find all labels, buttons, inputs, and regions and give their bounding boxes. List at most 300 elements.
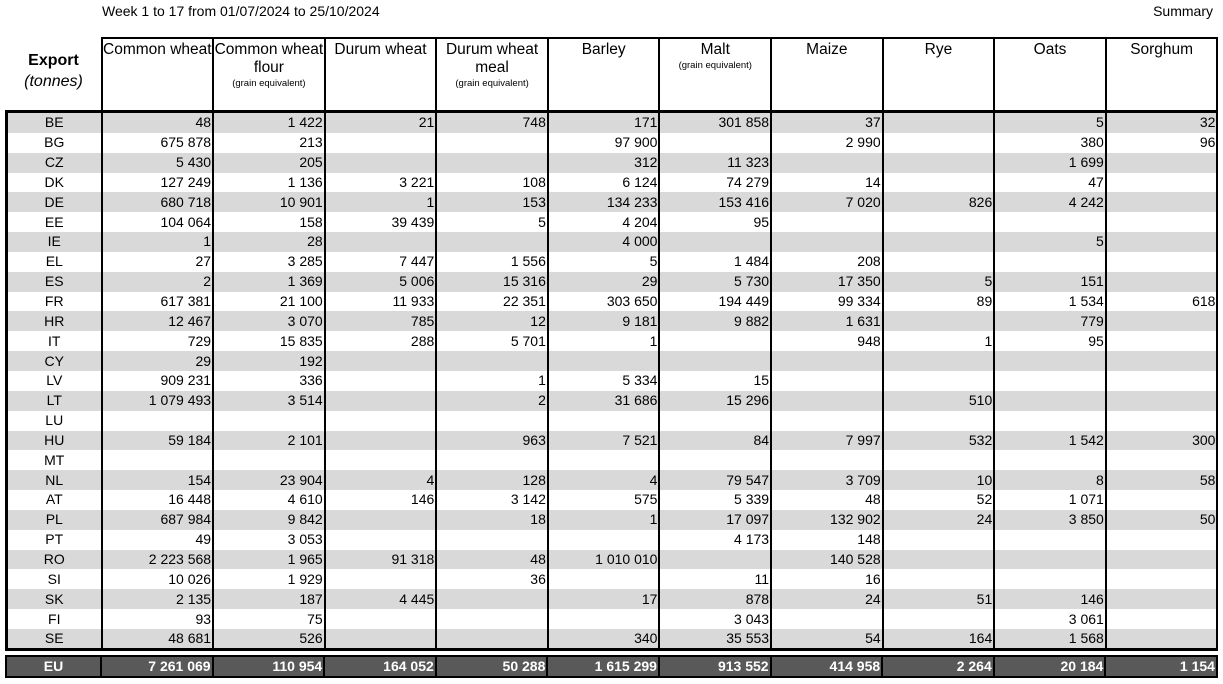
value-cell: 16 448 <box>102 490 214 510</box>
export-corner-header <box>7 38 102 112</box>
value-cell: 301 858 <box>659 112 771 133</box>
value-cell <box>994 569 1106 589</box>
value-cell <box>994 450 1106 470</box>
value-cell: 1 699 <box>994 153 1106 173</box>
value-cell <box>213 411 325 431</box>
column-header <box>213 38 325 112</box>
value-cell: 21 <box>325 112 437 133</box>
value-cell <box>771 351 883 371</box>
value-cell: 48 <box>436 550 548 570</box>
value-cell: 532 <box>883 431 995 451</box>
country-code: DE <box>7 192 102 212</box>
value-cell: 146 <box>325 490 437 510</box>
value-cell: 2 990 <box>771 133 883 153</box>
value-cell: 213 <box>213 133 325 153</box>
value-cell: 194 449 <box>659 292 771 312</box>
value-cell: 15 <box>659 371 771 391</box>
value-cell <box>659 450 771 470</box>
value-cell: 10 901 <box>213 192 325 212</box>
column-name: Malt <box>700 41 730 58</box>
value-cell <box>1106 589 1218 609</box>
value-cell: 11 933 <box>325 292 437 312</box>
table-row <box>7 252 1218 272</box>
value-cell <box>994 391 1106 411</box>
country-code: HR <box>7 311 102 331</box>
value-cell: 89 <box>883 292 995 312</box>
value-cell: 187 <box>213 589 325 609</box>
value-cell <box>883 450 995 470</box>
value-cell <box>771 411 883 431</box>
value-cell: 5 334 <box>548 371 660 391</box>
country-code: IT <box>7 331 102 351</box>
value-cell: 24 <box>771 589 883 609</box>
eu-total-cell: 1 154 <box>1105 656 1217 677</box>
value-cell <box>659 411 771 431</box>
value-cell: 29 <box>548 272 660 292</box>
value-cell <box>325 569 437 589</box>
value-cell: 1 <box>325 192 437 212</box>
value-cell: 35 553 <box>659 629 771 650</box>
country-code: LT <box>7 391 102 411</box>
value-cell: 4 204 <box>548 212 660 232</box>
value-cell: 826 <box>883 192 995 212</box>
value-cell: 48 <box>771 490 883 510</box>
value-cell: 36 <box>436 569 548 589</box>
value-cell <box>325 609 437 629</box>
eu-total-row <box>6 656 1217 677</box>
period-caption: Week 1 to 17 from 01/07/2024 to 25/10/2024 <box>102 3 380 19</box>
value-cell: 134 233 <box>548 192 660 212</box>
value-cell <box>771 212 883 232</box>
value-cell <box>994 550 1106 570</box>
country-code: PL <box>7 510 102 530</box>
value-cell: 205 <box>213 153 325 173</box>
value-cell <box>1106 450 1218 470</box>
value-cell <box>1106 272 1218 292</box>
value-cell: 575 <box>548 490 660 510</box>
country-code: LU <box>7 411 102 431</box>
value-cell: 3 285 <box>213 252 325 272</box>
value-cell <box>436 450 548 470</box>
country-code: SE <box>7 629 102 650</box>
value-cell: 1 965 <box>213 550 325 570</box>
country-code: FI <box>7 609 102 629</box>
value-cell <box>548 569 660 589</box>
value-cell: 380 <box>994 133 1106 153</box>
value-cell: 104 064 <box>102 212 214 232</box>
value-cell: 526 <box>213 629 325 650</box>
value-cell: 1 <box>436 371 548 391</box>
country-code: SI <box>7 569 102 589</box>
table-row <box>7 153 1218 173</box>
value-cell: 23 904 <box>213 470 325 490</box>
value-cell: 48 <box>102 112 214 133</box>
value-cell: 909 231 <box>102 371 214 391</box>
value-cell: 7 997 <box>771 431 883 451</box>
value-cell <box>325 371 437 391</box>
country-code: BG <box>7 133 102 153</box>
value-cell: 5 701 <box>436 331 548 351</box>
value-cell <box>436 609 548 629</box>
column-name: Barley <box>581 41 626 58</box>
value-cell: 192 <box>213 351 325 371</box>
value-cell: 3 053 <box>213 530 325 550</box>
value-cell <box>994 371 1106 391</box>
column-header <box>771 38 883 112</box>
eu-total-cell: 7 261 069 <box>101 656 213 677</box>
table-row <box>7 112 1218 133</box>
country-code: ES <box>7 272 102 292</box>
value-cell: 3 142 <box>436 490 548 510</box>
column-header <box>548 38 660 112</box>
value-cell: 18 <box>436 510 548 530</box>
value-cell: 1 534 <box>994 292 1106 312</box>
value-cell <box>1106 212 1218 232</box>
eu-total-cell: 20 184 <box>994 656 1106 677</box>
value-cell: 1 136 <box>213 173 325 193</box>
value-cell: 675 878 <box>102 133 214 153</box>
country-code: RO <box>7 550 102 570</box>
table-row <box>7 589 1218 609</box>
value-cell: 9 882 <box>659 311 771 331</box>
value-cell: 4 000 <box>548 232 660 252</box>
column-header <box>659 38 771 112</box>
value-cell: 32 <box>1106 112 1218 133</box>
value-cell <box>994 212 1106 232</box>
value-cell: 1 071 <box>994 490 1106 510</box>
table-row <box>7 411 1218 431</box>
value-cell: 9 842 <box>213 510 325 530</box>
value-cell: 1 <box>548 510 660 530</box>
eu-total-cell: 50 288 <box>436 656 548 677</box>
unit-label: (tonnes) <box>24 73 83 90</box>
table-row <box>7 609 1218 629</box>
value-cell: 208 <box>771 252 883 272</box>
value-cell <box>1106 629 1218 650</box>
value-cell <box>213 450 325 470</box>
value-cell: 687 984 <box>102 510 214 530</box>
value-cell: 148 <box>771 530 883 550</box>
value-cell: 151 <box>994 272 1106 292</box>
country-code: PT <box>7 530 102 550</box>
value-cell: 17 350 <box>771 272 883 292</box>
value-cell: 4 173 <box>659 530 771 550</box>
value-cell: 5 730 <box>659 272 771 292</box>
value-cell: 5 <box>548 252 660 272</box>
value-cell <box>325 153 437 173</box>
value-cell <box>436 411 548 431</box>
country-code: CY <box>7 351 102 371</box>
value-cell: 93 <box>102 609 214 629</box>
value-cell <box>1106 569 1218 589</box>
value-cell: 99 334 <box>771 292 883 312</box>
value-cell: 91 318 <box>325 550 437 570</box>
column-header <box>102 38 214 112</box>
value-cell: 21 100 <box>213 292 325 312</box>
table-row <box>7 311 1218 331</box>
value-cell: 5 <box>994 232 1106 252</box>
column-note: (grain equivalent) <box>455 78 529 89</box>
value-cell <box>659 331 771 351</box>
value-cell: 28 <box>213 232 325 252</box>
value-cell: 59 184 <box>102 431 214 451</box>
value-cell: 748 <box>436 112 548 133</box>
value-cell: 164 <box>883 629 995 650</box>
value-cell <box>1106 153 1218 173</box>
value-cell <box>1106 530 1218 550</box>
value-cell <box>771 371 883 391</box>
value-cell <box>436 351 548 371</box>
value-cell: 5 006 <box>325 272 437 292</box>
value-cell: 1 631 <box>771 311 883 331</box>
value-cell <box>1106 331 1218 351</box>
value-cell <box>548 609 660 629</box>
value-cell <box>659 550 771 570</box>
value-cell <box>771 450 883 470</box>
country-code: LV <box>7 371 102 391</box>
eu-total-cell: 2 264 <box>882 656 994 677</box>
country-code: FR <box>7 292 102 312</box>
table-row <box>7 391 1218 411</box>
table-row <box>7 510 1218 530</box>
value-cell: 303 650 <box>548 292 660 312</box>
value-cell <box>883 569 995 589</box>
value-cell <box>1106 192 1218 212</box>
value-cell: 47 <box>994 173 1106 193</box>
column-name: Durum wheat meal <box>445 41 539 76</box>
column-note: (grain equivalent) <box>232 78 306 89</box>
value-cell: 52 <box>883 490 995 510</box>
value-cell: 22 351 <box>436 292 548 312</box>
value-cell: 3 061 <box>994 609 1106 629</box>
value-cell: 24 <box>883 510 995 530</box>
value-cell <box>883 112 995 133</box>
value-cell <box>771 232 883 252</box>
country-code: HU <box>7 431 102 451</box>
value-cell: 948 <box>771 331 883 351</box>
value-cell: 10 <box>883 470 995 490</box>
column-name: Common wheat <box>103 41 212 58</box>
value-cell <box>548 351 660 371</box>
table-row <box>7 133 1218 153</box>
value-cell: 1 929 <box>213 569 325 589</box>
value-cell: 153 <box>436 192 548 212</box>
column-name: Maize <box>806 41 848 58</box>
value-cell <box>548 450 660 470</box>
table-row <box>7 331 1218 351</box>
value-cell: 779 <box>994 311 1106 331</box>
country-code: AT <box>7 490 102 510</box>
value-cell: 680 718 <box>102 192 214 212</box>
value-cell: 15 296 <box>659 391 771 411</box>
value-cell: 288 <box>325 331 437 351</box>
column-header <box>994 38 1106 112</box>
value-cell <box>325 411 437 431</box>
value-cell: 16 <box>771 569 883 589</box>
value-cell: 97 900 <box>548 133 660 153</box>
value-cell <box>548 411 660 431</box>
country-code: MT <box>7 450 102 470</box>
value-cell <box>883 173 995 193</box>
value-cell: 95 <box>659 212 771 232</box>
value-cell: 171 <box>548 112 660 133</box>
value-cell: 9 181 <box>548 311 660 331</box>
value-cell: 12 467 <box>102 311 214 331</box>
value-cell: 1 556 <box>436 252 548 272</box>
column-header <box>883 38 995 112</box>
value-cell: 785 <box>325 311 437 331</box>
value-cell: 27 <box>102 252 214 272</box>
value-cell: 158 <box>213 212 325 232</box>
value-cell <box>659 133 771 153</box>
table-row <box>7 371 1218 391</box>
value-cell <box>1106 351 1218 371</box>
value-cell: 5 <box>883 272 995 292</box>
value-cell <box>325 510 437 530</box>
value-cell: 12 <box>436 311 548 331</box>
country-code: NL <box>7 470 102 490</box>
value-cell <box>771 153 883 173</box>
value-cell: 10 026 <box>102 569 214 589</box>
value-cell <box>1106 371 1218 391</box>
value-cell: 48 681 <box>102 629 214 650</box>
value-cell: 5 <box>994 112 1106 133</box>
eu-total-cell: 110 954 <box>213 656 325 677</box>
value-cell <box>436 629 548 650</box>
export-title: Export <box>28 52 79 69</box>
value-cell: 95 <box>994 331 1106 351</box>
value-cell: 154 <box>102 470 214 490</box>
value-cell <box>1106 411 1218 431</box>
value-cell: 4 610 <box>213 490 325 510</box>
value-cell: 49 <box>102 530 214 550</box>
value-cell: 17 <box>548 589 660 609</box>
value-cell <box>325 530 437 550</box>
value-cell <box>994 351 1106 371</box>
value-cell: 17 097 <box>659 510 771 530</box>
value-cell <box>325 232 437 252</box>
eu-total-cell: 1 615 299 <box>547 656 659 677</box>
value-cell: 1 <box>548 331 660 351</box>
value-cell <box>771 391 883 411</box>
value-cell <box>1106 391 1218 411</box>
value-cell: 300 <box>1106 431 1218 451</box>
eu-total-cell: 913 552 <box>659 656 771 677</box>
table-row <box>7 569 1218 589</box>
value-cell: 50 <box>1106 510 1218 530</box>
table-row <box>7 530 1218 550</box>
country-code: DK <box>7 173 102 193</box>
value-cell <box>771 609 883 629</box>
value-cell: 3 709 <box>771 470 883 490</box>
table-row <box>7 351 1218 371</box>
value-cell <box>1106 232 1218 252</box>
value-cell <box>994 411 1106 431</box>
value-cell: 5 430 <box>102 153 214 173</box>
table-row <box>7 629 1218 650</box>
table-row <box>7 232 1218 252</box>
country-code: BE <box>7 112 102 133</box>
value-cell: 74 279 <box>659 173 771 193</box>
value-cell: 2 101 <box>213 431 325 451</box>
value-cell <box>325 629 437 650</box>
value-cell: 15 835 <box>213 331 325 351</box>
value-cell: 2 135 <box>102 589 214 609</box>
column-name: Durum wheat <box>334 41 427 58</box>
value-cell: 1 <box>883 331 995 351</box>
value-cell <box>1106 252 1218 272</box>
column-note: (grain equivalent) <box>678 60 752 71</box>
value-cell: 336 <box>213 371 325 391</box>
value-cell: 11 323 <box>659 153 771 173</box>
value-cell: 3 070 <box>213 311 325 331</box>
value-cell: 15 316 <box>436 272 548 292</box>
table-row <box>7 192 1218 212</box>
value-cell <box>883 232 995 252</box>
value-cell <box>325 351 437 371</box>
value-cell: 4 <box>548 470 660 490</box>
value-cell: 79 547 <box>659 470 771 490</box>
eu-label: EU <box>6 656 101 677</box>
value-cell: 1 369 <box>213 272 325 292</box>
value-cell <box>883 411 995 431</box>
value-cell: 963 <box>436 431 548 451</box>
country-code: IE <box>7 232 102 252</box>
value-cell: 39 439 <box>325 212 437 232</box>
country-code: EL <box>7 252 102 272</box>
value-cell: 6 124 <box>548 173 660 193</box>
value-cell <box>994 530 1106 550</box>
table-row <box>7 212 1218 232</box>
value-cell: 617 381 <box>102 292 214 312</box>
value-cell: 1 422 <box>213 112 325 133</box>
value-cell: 1 <box>102 232 214 252</box>
value-cell: 1 568 <box>994 629 1106 650</box>
table-row <box>7 470 1218 490</box>
value-cell: 3 514 <box>213 391 325 411</box>
table-body <box>7 112 1218 650</box>
value-cell <box>883 212 995 232</box>
value-cell <box>436 153 548 173</box>
value-cell <box>994 252 1106 272</box>
value-cell: 7 447 <box>325 252 437 272</box>
value-cell: 146 <box>994 589 1106 609</box>
value-cell <box>436 530 548 550</box>
value-cell <box>1106 609 1218 629</box>
value-cell <box>659 351 771 371</box>
value-cell: 96 <box>1106 133 1218 153</box>
value-cell <box>883 371 995 391</box>
table-row <box>7 550 1218 570</box>
country-code: CZ <box>7 153 102 173</box>
value-cell: 2 <box>436 391 548 411</box>
value-cell: 3 221 <box>325 173 437 193</box>
column-header <box>325 38 437 112</box>
table-row <box>7 450 1218 470</box>
value-cell <box>883 550 995 570</box>
summary-label: Summary <box>1153 3 1213 19</box>
value-cell <box>325 133 437 153</box>
value-cell: 75 <box>213 609 325 629</box>
value-cell: 5 <box>436 212 548 232</box>
header-row <box>7 38 1218 112</box>
value-cell <box>883 351 995 371</box>
value-cell: 140 528 <box>771 550 883 570</box>
value-cell: 618 <box>1106 292 1218 312</box>
value-cell <box>659 232 771 252</box>
value-cell <box>102 450 214 470</box>
table-row <box>7 431 1218 451</box>
